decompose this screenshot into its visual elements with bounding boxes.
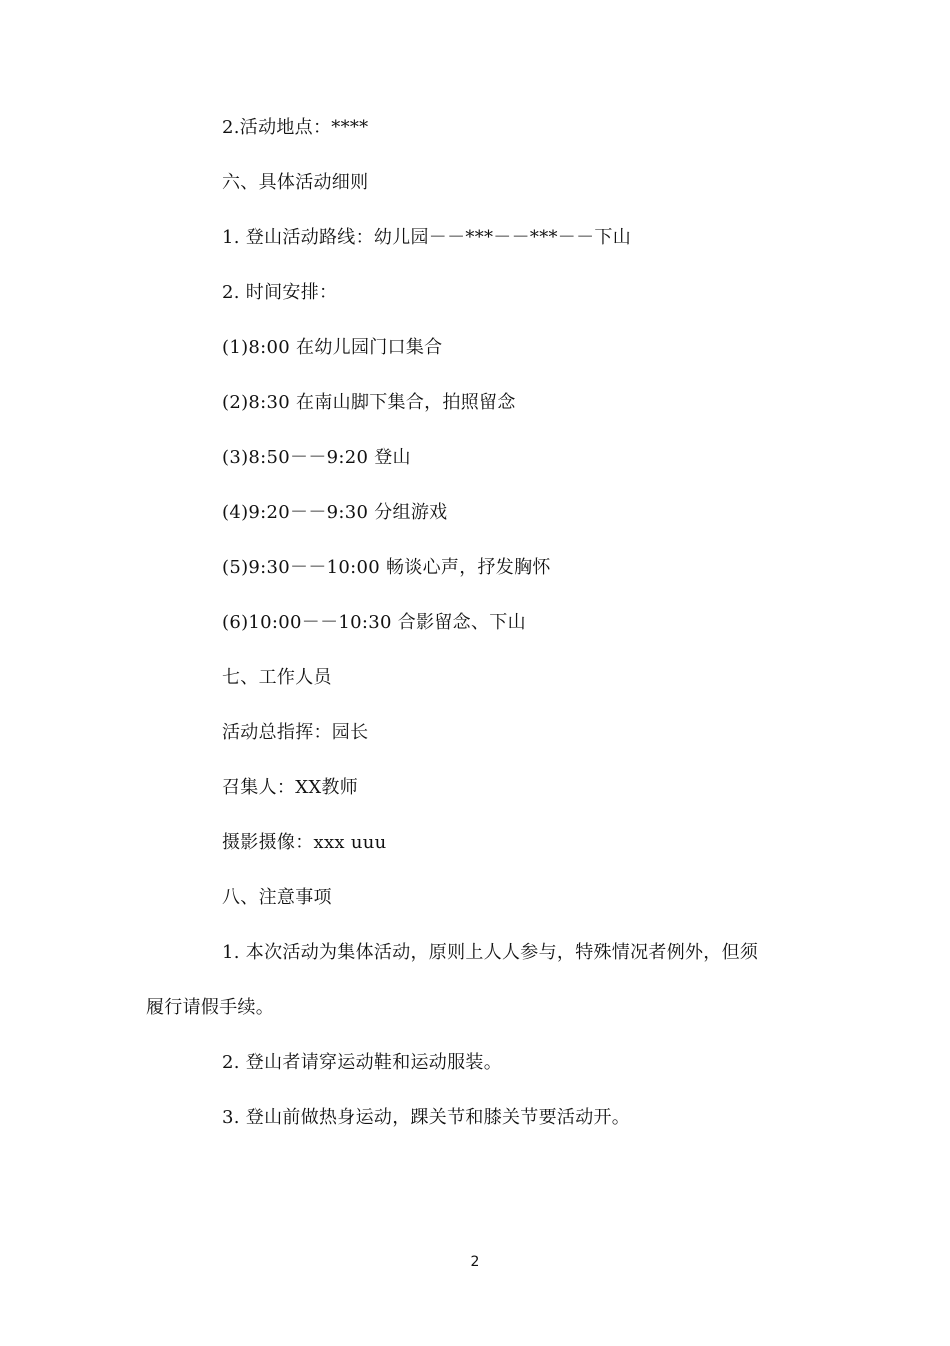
note-line-continuation: 履行请假手续。 [146,997,275,1018]
section-heading-notes: 八、注意事项 [222,887,332,908]
schedule-item: (2)8:30 在南山脚下集合，拍照留念 [222,392,516,413]
section-heading-activity-details: 六、具体活动细则 [222,172,369,193]
staff-line-photography: 摄影摄像：xxx uuu [222,832,387,853]
schedule-item: (1)8:00 在幼儿园门口集合 [222,337,443,358]
schedule-item: (3)8:50－－9:20 登山 [222,447,411,468]
schedule-item: (5)9:30－－10:00 畅谈心声，抒发胸怀 [222,557,551,578]
staff-line-convener: 召集人：XX教师 [222,777,359,798]
note-line: 1. 本次活动为集体活动，原则上人人参与，特殊情况者例外，但须 [222,942,759,963]
note-line: 3. 登山前做热身运动，踝关节和膝关节要活动开。 [222,1107,631,1128]
note-line: 2. 登山者请穿运动鞋和运动服装。 [222,1052,502,1073]
schedule-item: (6)10:00－－10:30 合影留念、下山 [222,612,526,633]
staff-line-commander: 活动总指挥：园长 [222,722,369,743]
schedule-item: (4)9:20－－9:30 分组游戏 [222,502,448,523]
page-number: 2 [470,1254,480,1270]
section-heading-staff: 七、工作人员 [222,667,332,688]
schedule-heading: 2. 时间安排： [222,282,338,303]
venue-line: 2.活动地点：**** [222,117,369,138]
route-line: 1. 登山活动路线：幼儿园－－***－－***－－下山 [222,227,631,248]
